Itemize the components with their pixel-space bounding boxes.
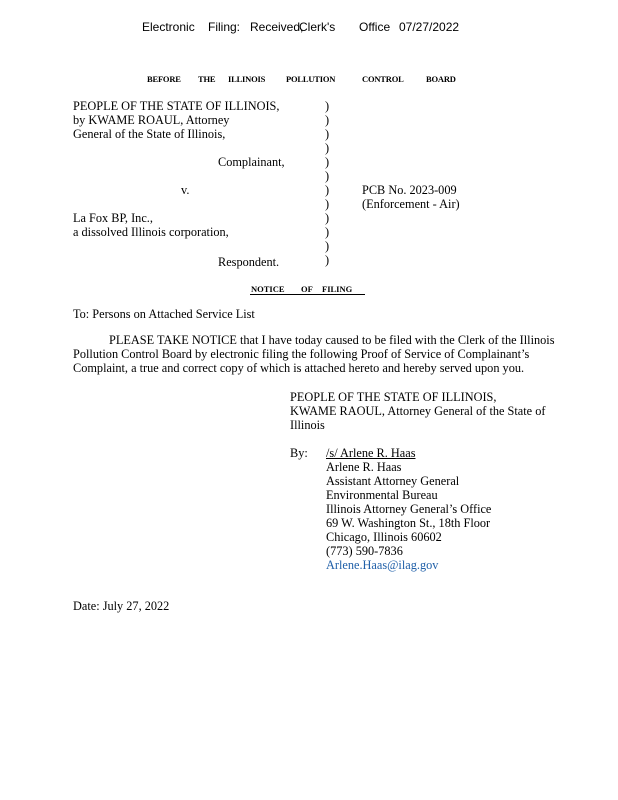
complainant-role: Complainant, bbox=[218, 155, 285, 169]
paren: ) bbox=[325, 99, 330, 113]
stamp-date: 07/27/2022 bbox=[399, 20, 460, 34]
notice-paragraph bbox=[73, 333, 603, 375]
paragraph-line: Pollution Control Board by electronic filing the following Proof of Service of Complainant’s bbox=[73, 347, 530, 361]
by-label: By: bbox=[290, 446, 308, 460]
respondent-block bbox=[73, 211, 229, 239]
paragraph-line: PLEASE TAKE NOTICE that I have today caused to be filed with the Clerk of the Illinois bbox=[109, 333, 555, 347]
paren: ) bbox=[325, 253, 330, 267]
case-type: (Enforcement - Air) bbox=[362, 197, 460, 211]
attorney-city: Chicago, Illinois 60602 bbox=[326, 530, 442, 544]
attorney-office: Illinois Attorney General’s Office bbox=[326, 502, 492, 516]
paragraph-line: Complaint, a true and correct copy of which is attached hereto and hereby served upon you. bbox=[73, 361, 525, 375]
party-line: Illinois bbox=[290, 418, 325, 432]
respondent-line: a dissolved Illinois corporation, bbox=[73, 225, 229, 239]
complainant-line: General of the State of Illinois, bbox=[73, 127, 226, 141]
paren: ) bbox=[325, 239, 330, 253]
to-line: To: Persons on Attached Service List bbox=[73, 307, 255, 321]
board-heading-word: POLLUTION bbox=[286, 74, 336, 84]
respondent-line: La Fox BP, Inc., bbox=[73, 211, 153, 225]
attorney-bureau: Environmental Bureau bbox=[326, 488, 438, 502]
complainant-line: by KWAME ROAUL, Attorney bbox=[73, 113, 230, 127]
attorney-block bbox=[326, 446, 491, 572]
board-heading-word: ILLINOIS bbox=[228, 74, 266, 84]
paren: ) bbox=[325, 225, 330, 239]
stamp-word: Filing: bbox=[208, 20, 241, 34]
caption-divider bbox=[325, 99, 329, 267]
date-line: Date: July 27, 2022 bbox=[73, 599, 170, 613]
stamp-word: Received, bbox=[250, 20, 304, 34]
board-heading-word: CONTROL bbox=[362, 74, 404, 84]
party-line: KWAME RAOUL, Attorney General of the State of bbox=[290, 404, 546, 418]
paren: ) bbox=[325, 183, 330, 197]
signature-line: /s/ Arlene R. Haas bbox=[326, 446, 416, 460]
board-heading-word: THE bbox=[198, 74, 216, 84]
attorney-phone: (773) 590-7836 bbox=[326, 544, 403, 558]
stamp-word: Clerk's bbox=[299, 20, 336, 34]
notice-heading-word: OF bbox=[301, 284, 313, 294]
paren: ) bbox=[325, 169, 330, 183]
party-block bbox=[290, 390, 545, 432]
respondent-role: Respondent. bbox=[218, 255, 280, 269]
notice-heading-word: FILING bbox=[322, 284, 353, 294]
board-heading-word: BOARD bbox=[426, 74, 456, 84]
attorney-email-link[interactable]: Arlene.Haas@ilag.gov bbox=[326, 558, 439, 572]
paren: ) bbox=[325, 113, 330, 127]
case-number: PCB No. 2023-009 bbox=[362, 183, 457, 197]
paren: ) bbox=[325, 211, 330, 225]
notice-heading-word: NOTICE bbox=[251, 284, 285, 294]
attorney-street: 69 W. Washington St., 18th Floor bbox=[326, 516, 491, 530]
attorney-name: Arlene R. Haas bbox=[326, 460, 402, 474]
complainant-line: PEOPLE OF THE STATE OF ILLINOIS, bbox=[73, 99, 280, 113]
stamp-word: Office bbox=[359, 20, 391, 34]
heading-underline bbox=[250, 294, 365, 295]
paren: ) bbox=[325, 197, 330, 211]
versus: v. bbox=[181, 183, 190, 197]
paren: ) bbox=[325, 127, 330, 141]
attorney-title: Assistant Attorney General bbox=[326, 474, 460, 488]
paren: ) bbox=[325, 155, 330, 169]
stamp-word: Electronic bbox=[142, 20, 195, 34]
complainant-block bbox=[73, 99, 279, 141]
paren: ) bbox=[325, 141, 330, 155]
board-heading-word: BEFORE bbox=[147, 74, 181, 84]
party-line: PEOPLE OF THE STATE OF ILLINOIS, bbox=[290, 390, 497, 404]
